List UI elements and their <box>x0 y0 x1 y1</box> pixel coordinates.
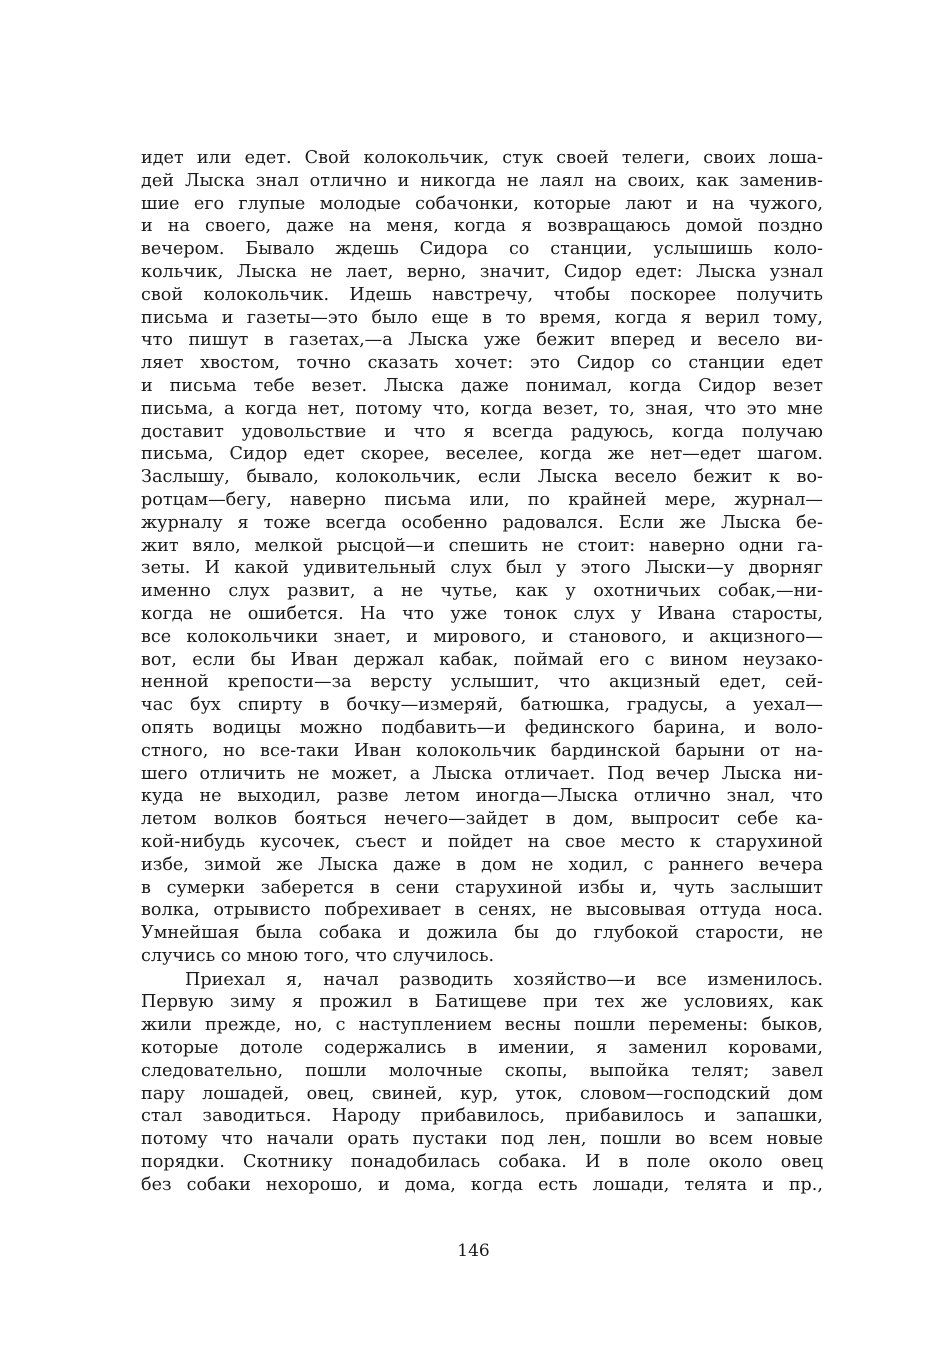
text-line: летом волков бояться нечего—зайдет в дом, выпросит себе ка- <box>141 809 823 830</box>
text-line: ляет хвостом, точно сказать хочет: это Сидор со станции едет <box>141 353 823 374</box>
text-line: Приехал я, начал разводить хозяйство—и все изменилось. <box>185 969 823 990</box>
text-line: что пишут в газетах,—а Лыска уже бежит вперед и весело ви- <box>141 330 823 351</box>
text-line: дей Лыска знал отлично и никогда не лаял на своих, как заменив- <box>141 170 823 191</box>
text-line: когда не ошибется. На что уже тонок слух у Ивана старосты, <box>141 603 823 624</box>
text-line: Первую зиму я прожил в Батищеве при тех же условиях, как <box>141 992 823 1013</box>
text-line: шего отличить не может, а Лыска отличает. Под вечер Лыска ни- <box>141 763 823 784</box>
text-line: письма, Сидор едет скорее, веселее, когда же нет—едет шагом. <box>141 444 823 465</box>
text-line: волка, отрывисто побрехивает в сенях, не высовывая оттуда носа. <box>141 900 823 921</box>
text-line: час бух спирту в бочку—измеряй, батюшка, градусы, а уехал— <box>141 695 823 716</box>
text-line: Заслышу, бывало, колокольчик, если Лыска весело бежит к во- <box>141 467 823 488</box>
text-line: потому что начали орать пустаки под лен, пошли во всем новые <box>141 1129 823 1150</box>
text-line: порядки. Скотнику понадобилась собака. И в поле около овец <box>141 1152 823 1173</box>
text-line: и на своего, даже на меня, когда я возвращаюсь домой поздно <box>141 216 823 237</box>
text-line: идет или едет. Свой колокольчик, стук своей телеги, своих лоша- <box>141 148 823 168</box>
text-line: свой колокольчик. Идешь навстречу, чтобы поскорее получить <box>141 284 823 305</box>
text-line: вечером. Бывало ждешь Сидора со станции, услышишь коло- <box>141 239 823 260</box>
text-line: кой-нибудь кусочек, съест и пойдет на свое место к старухиной <box>141 831 823 852</box>
text-line: все колокольчики знает, и мирового, и станового, и акцизного— <box>141 626 823 647</box>
text-line: без собаки нехорошо, и дома, когда есть лошади, телята и пр., <box>141 1174 823 1195</box>
text-line: вот, если бы Иван держал кабак, поймай его с вином неузако- <box>141 649 823 670</box>
text-line: опять водицы можно подбавить—и фединского барина, и воло- <box>141 717 823 738</box>
text-line: в сумерки заберется в сени старухиной избы и, чуть заслышит <box>141 877 823 898</box>
text-line: Умнейшая была собака и дожила бы до глубокой старости, не <box>141 923 823 944</box>
text-line: и письма тебе везет. Лыска даже понимал, когда Сидор везет <box>141 375 823 396</box>
text-line: ротцам—бегу, наверно письма или, по крайней мере, журнал— <box>141 489 823 510</box>
text-line: зеты. И какой удивительный слух был у этого Лыски—у дворняг <box>141 558 823 579</box>
text-line: письма и газеты—это было еще в то время, когда я верил тому, <box>141 307 823 328</box>
text-line: жит вяло, мелкой рысцой—и спешить не стоит: наверно одни га- <box>141 535 823 556</box>
text-line: именно слух развит, а не чутье, как у охотничьих собак,—ни- <box>141 581 823 602</box>
text-line: следовательно, пошли молочные скопы, выпойка телят; завел <box>141 1060 823 1081</box>
text-line: ненной крепости—за версту услышит, что акцизный едет, сей- <box>141 672 823 693</box>
text-line: доставит удовольствие и что я всегда радуюсь, когда получаю <box>141 421 823 442</box>
paragraph-1 <box>141 147 823 968</box>
text-line: случись со мною того, что случилось. <box>141 945 495 966</box>
text-line: жили прежде, но, с наступлением весны пошли перемены: быков, <box>141 1015 823 1036</box>
text-line: избе, зимой же Лыска даже в дом не ходил, с раннего вечера <box>141 854 823 875</box>
text-line: которые дотоле содержались в имении, я заменил коровами, <box>141 1038 823 1059</box>
text-line: письма, а когда нет, потому что, когда везет, то, зная, что это мне <box>141 398 823 419</box>
text-line: кольчик, Лыска не лает, верно, значит, Сидор едет: Лыска узнал <box>141 261 823 282</box>
text-line: стного, но все-таки Иван колокольчик бардинской барыни от на- <box>141 740 823 761</box>
paragraph-2 <box>141 969 823 1197</box>
text-line: журналу я тоже всегда особенно радовался. Если же Лыска бе- <box>141 512 823 533</box>
text-line: куда не выходил, разве летом иногда—Лыска отлично знал, что <box>141 786 823 807</box>
page-number: 146 <box>457 1241 490 1261</box>
text-line: пару лошадей, овец, свиней, кур, уток, словом—господский дом <box>141 1083 823 1104</box>
text-line: шие его глупые молодые собачонки, которые лают и на чужого, <box>141 193 823 214</box>
body-text <box>141 147 823 1197</box>
text-line: стал заводиться. Народу прибавилось, прибавилось и запашки, <box>141 1106 823 1127</box>
